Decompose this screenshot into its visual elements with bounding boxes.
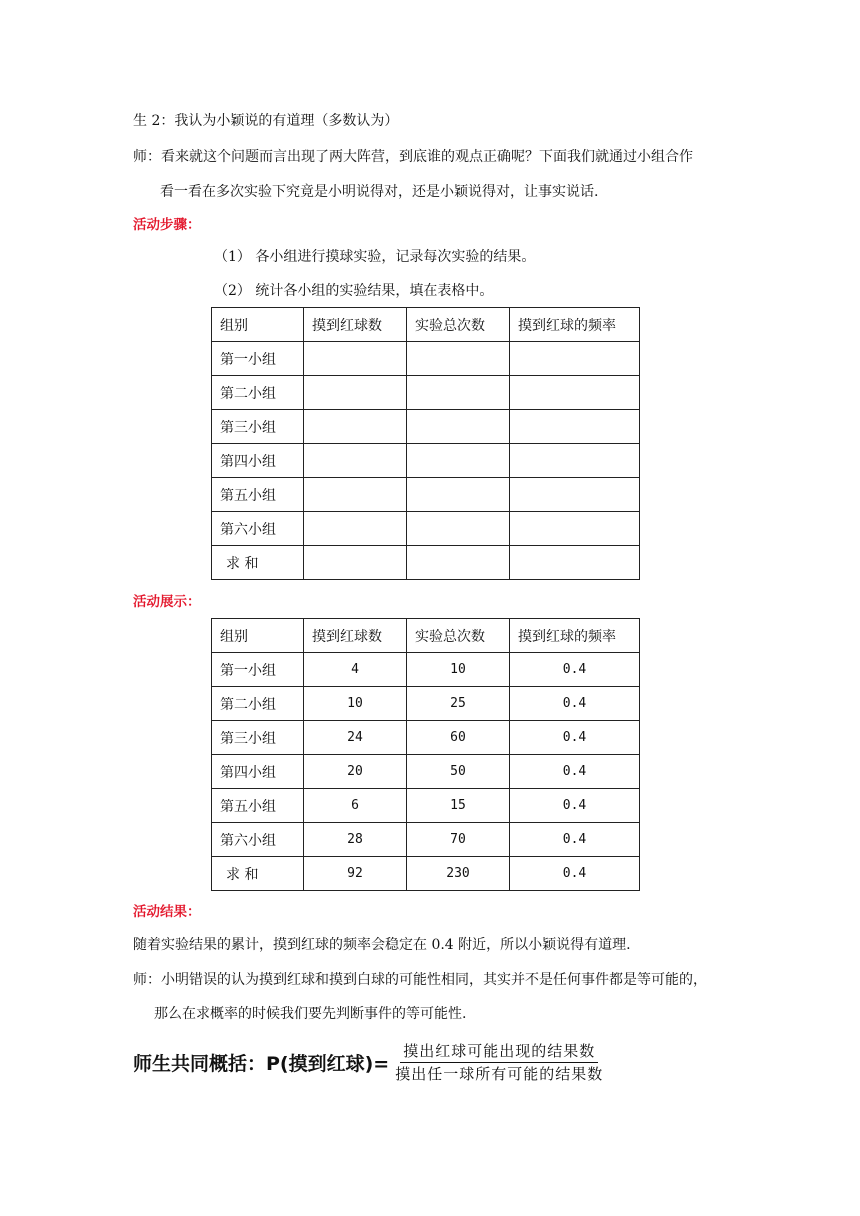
paragraph-student-2: 生 2：我认为小颖说的有道理（多数认为）: [133, 113, 399, 129]
step-2: （2） 统计各小组的实验结果，填在表格中。: [214, 283, 494, 299]
group-cell: 第二小组: [212, 376, 304, 410]
total-count-cell: 230: [407, 857, 510, 891]
table-row: [212, 823, 640, 857]
total-count-cell: 10: [407, 653, 510, 687]
group-cell: 第二小组: [212, 687, 304, 721]
table-row: [212, 512, 640, 546]
group-cell: 第一小组: [212, 342, 304, 376]
empty-cell: [510, 512, 640, 546]
header-cell: 组别: [212, 619, 304, 653]
empty-cell: [304, 478, 407, 512]
formula-fraction: [392, 1040, 606, 1085]
step-1: （1） 各小组进行摸球实验，记录每次实验的结果。: [214, 249, 536, 265]
empty-cell: [304, 546, 407, 580]
group-cell: 第六小组: [212, 823, 304, 857]
red-count-cell: 4: [304, 653, 407, 687]
red-count-cell: 28: [304, 823, 407, 857]
heading-activity-steps: 活动步骤：: [133, 217, 201, 233]
result-paragraph-3: 那么在求概率的时候我们要先判断事件的等可能性.: [154, 1006, 467, 1022]
total-count-cell: 70: [407, 823, 510, 857]
empty-cell: [304, 512, 407, 546]
frequency-cell: 0.4: [510, 653, 640, 687]
frequency-cell: 0.4: [510, 721, 640, 755]
empty-cell: [407, 410, 510, 444]
table-row: [212, 721, 640, 755]
table-row: [212, 342, 640, 376]
table-row: [212, 410, 640, 444]
table-row: [212, 376, 640, 410]
paragraph-teacher-1: 师：看来就这个问题而言出现了两大阵营，到底谁的观点正确呢？下面我们就通过小组合作: [133, 149, 693, 165]
header-cell: 摸到红球的频率: [510, 308, 640, 342]
group-cell: 第一小组: [212, 653, 304, 687]
header-cell: 摸到红球数: [304, 619, 407, 653]
header-cell: 摸到红球的频率: [510, 619, 640, 653]
group-cell: 第三小组: [212, 410, 304, 444]
empty-cell: [407, 512, 510, 546]
group-cell: 第三小组: [212, 721, 304, 755]
frequency-cell: 0.4: [510, 823, 640, 857]
header-cell: 组别: [212, 308, 304, 342]
group-cell: 第五小组: [212, 478, 304, 512]
empty-cell: [407, 546, 510, 580]
heading-activity-result: 活动结果：: [133, 904, 201, 920]
table-header-row: [212, 619, 640, 653]
empty-cell: [304, 410, 407, 444]
group-cell: 第六小组: [212, 512, 304, 546]
filled-results-table: [211, 618, 640, 891]
sum-label-cell: 求 和: [212, 857, 304, 891]
red-count-cell: 24: [304, 721, 407, 755]
table-row: [212, 755, 640, 789]
table-row-sum: [212, 857, 640, 891]
header-cell: 实验总次数: [407, 308, 510, 342]
empty-cell: [510, 546, 640, 580]
frequency-cell: 0.4: [510, 755, 640, 789]
formula-numerator: 摸出红球可能出现的结果数: [400, 1040, 598, 1063]
sum-label-cell: 求 和: [212, 546, 304, 580]
formula-denominator: 摸出任一球所有可能的结果数: [395, 1065, 604, 1083]
empty-cell: [510, 410, 640, 444]
table-row: [212, 687, 640, 721]
heading-activity-display: 活动展示：: [133, 594, 201, 610]
paragraph-teacher-1-cont: 看一看在多次实验下究竟是小明说得对，还是小颖说得对，让事实说话.: [160, 184, 599, 200]
header-cell: 实验总次数: [407, 619, 510, 653]
table-row: [212, 653, 640, 687]
empty-cell: [510, 342, 640, 376]
total-count-cell: 25: [407, 687, 510, 721]
red-count-cell: 20: [304, 755, 407, 789]
empty-cell: [510, 478, 640, 512]
table-row-sum: [212, 546, 640, 580]
formula-label: 师生共同概括：P(摸到红球)=: [133, 1053, 390, 1075]
group-cell: 第五小组: [212, 789, 304, 823]
red-count-cell: 10: [304, 687, 407, 721]
probability-formula: [133, 1040, 606, 1085]
empty-cell: [407, 444, 510, 478]
total-count-cell: 60: [407, 721, 510, 755]
group-cell: 第四小组: [212, 444, 304, 478]
empty-cell: [407, 376, 510, 410]
group-cell: 第四小组: [212, 755, 304, 789]
result-paragraph-2: 师：小明错误的认为摸到红球和摸到白球的可能性相同，其实并不是任何事件都是等可能的，: [133, 972, 707, 988]
table-header-row: [212, 308, 640, 342]
frequency-cell: 0.4: [510, 857, 640, 891]
empty-results-table: [211, 307, 640, 580]
red-count-cell: 6: [304, 789, 407, 823]
empty-cell: [510, 376, 640, 410]
table-row: [212, 478, 640, 512]
empty-cell: [407, 342, 510, 376]
header-cell: 摸到红球数: [304, 308, 407, 342]
empty-cell: [304, 342, 407, 376]
red-count-cell: 92: [304, 857, 407, 891]
frequency-cell: 0.4: [510, 687, 640, 721]
empty-cell: [407, 478, 510, 512]
total-count-cell: 50: [407, 755, 510, 789]
empty-cell: [510, 444, 640, 478]
total-count-cell: 15: [407, 789, 510, 823]
result-paragraph-1: 随着实验结果的累计，摸到红球的频率会稳定在 0.4 附近，所以小颖说得有道理.: [133, 937, 631, 953]
table-row: [212, 444, 640, 478]
table-row: [212, 789, 640, 823]
frequency-cell: 0.4: [510, 789, 640, 823]
empty-cell: [304, 444, 407, 478]
empty-cell: [304, 376, 407, 410]
